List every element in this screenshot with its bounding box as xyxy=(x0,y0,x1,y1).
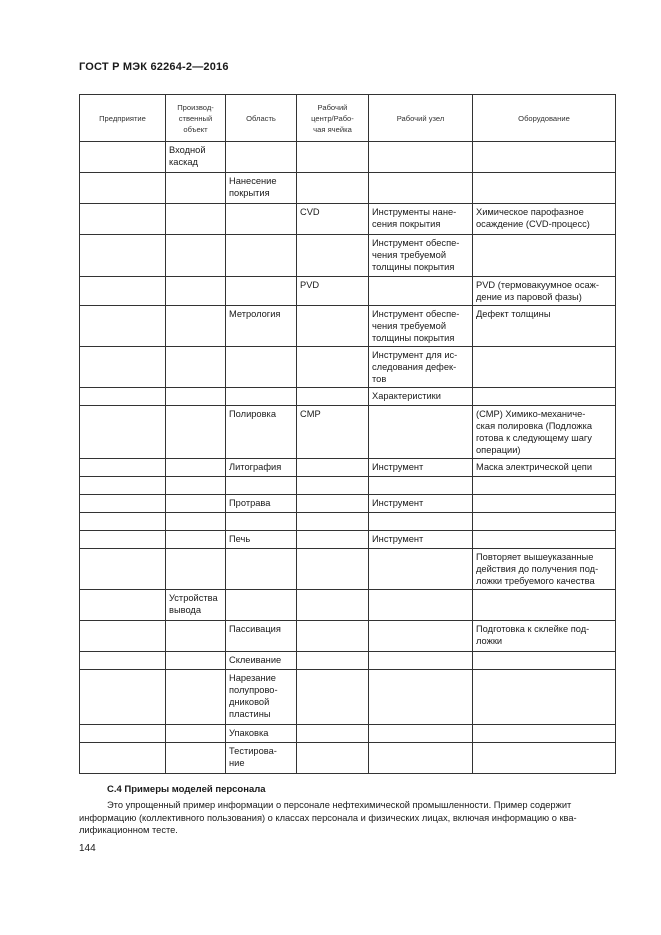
table-cell-text: Литография xyxy=(229,462,282,472)
table-cell-text: Инструмент обеспе- чения требуемой толщины покрытия xyxy=(372,238,460,272)
table-row xyxy=(80,495,616,513)
table-cell xyxy=(369,142,473,173)
table-cell-text: Нарезание полупрово- дниковой пластины xyxy=(229,673,278,719)
table-cell xyxy=(80,513,166,531)
table-cell xyxy=(473,549,616,590)
table-cell xyxy=(473,173,616,204)
table-cell xyxy=(297,459,369,477)
table-cell-text: Устройства вывода xyxy=(169,593,218,615)
table-cell-text: Дефект толщины xyxy=(476,309,551,319)
equipment-hierarchy-table xyxy=(79,94,616,774)
table-cell-text: (CMP) Химико-механиче- ская полировка (Подложка готова к следующему шагу операции) xyxy=(476,409,593,455)
section-paragraph: Это упрощенный пример информации о персонале нефтехимической промышленности. Пример содержит информацию (коллективного пользования) о классах персонала и физических лицах, включая информацию о ква- лификационном тесте. xyxy=(79,800,577,835)
column-header-label: Оборудование xyxy=(518,113,570,123)
table-cell xyxy=(369,347,473,388)
page-number: 144 xyxy=(79,843,96,854)
table-row xyxy=(80,513,616,531)
table-cell-text: Подготовка к склейке под- ложки xyxy=(476,624,590,646)
table-cell-text: Нанесение покрытия xyxy=(229,176,277,198)
table-cell xyxy=(226,406,297,459)
table-cell xyxy=(80,670,166,725)
table-cell xyxy=(166,347,226,388)
table-cell xyxy=(297,477,369,495)
table-cell-text: Пассивация xyxy=(229,624,281,634)
table-cell xyxy=(80,459,166,477)
table-cell-text: Входной каскад xyxy=(169,145,206,167)
section-title: С.4 Примеры моделей персонала xyxy=(107,784,266,795)
table-cell xyxy=(369,531,473,549)
table-cell xyxy=(297,549,369,590)
table-cell-text: CMP xyxy=(300,409,321,419)
column-header xyxy=(166,95,226,142)
table-cell xyxy=(226,743,297,774)
table-cell xyxy=(369,388,473,406)
table-cell xyxy=(166,235,226,277)
table-cell xyxy=(80,142,166,173)
table-cell xyxy=(166,549,226,590)
table-cell xyxy=(473,513,616,531)
table-cell xyxy=(166,531,226,549)
table-cell xyxy=(166,670,226,725)
table-cell xyxy=(369,513,473,531)
table-row xyxy=(80,388,616,406)
table-cell xyxy=(166,621,226,652)
table-cell xyxy=(166,459,226,477)
table-cell xyxy=(226,670,297,725)
table-cell xyxy=(80,388,166,406)
table-row xyxy=(80,477,616,495)
table-row xyxy=(80,142,616,173)
table-cell xyxy=(473,347,616,388)
table-cell xyxy=(80,477,166,495)
table-cell-text: Химическое парофазное осаждение (CVD-процесс) xyxy=(476,207,590,229)
column-header-label: Область xyxy=(246,113,276,123)
table-row xyxy=(80,306,616,347)
table-cell xyxy=(369,725,473,743)
table-cell xyxy=(166,388,226,406)
table-cell xyxy=(226,495,297,513)
table-cell-text: PVD (термовакуумное осаж- дение из паровой фазы) xyxy=(476,280,599,302)
table-cell-text: Печь xyxy=(229,534,251,544)
table-row xyxy=(80,590,616,621)
table-cell xyxy=(80,652,166,670)
table-cell xyxy=(80,347,166,388)
table-cell xyxy=(226,173,297,204)
table-cell xyxy=(297,347,369,388)
table-row xyxy=(80,173,616,204)
table-cell xyxy=(473,590,616,621)
table-cell xyxy=(297,235,369,277)
table-cell xyxy=(297,142,369,173)
table-row xyxy=(80,652,616,670)
table-cell xyxy=(297,670,369,725)
table-cell-text: Метрология xyxy=(229,309,281,319)
table-cell xyxy=(80,173,166,204)
column-header-label: Производ- ственный объект xyxy=(177,102,214,134)
table-cell xyxy=(369,590,473,621)
table-cell xyxy=(80,590,166,621)
table-cell xyxy=(226,459,297,477)
table-cell xyxy=(369,495,473,513)
table-cell xyxy=(226,652,297,670)
table-cell xyxy=(297,531,369,549)
table-cell xyxy=(297,173,369,204)
table-cell xyxy=(166,513,226,531)
table-row xyxy=(80,347,616,388)
column-header xyxy=(369,95,473,142)
table-cell xyxy=(297,495,369,513)
table-cell-text: Характеристики xyxy=(372,391,441,401)
table-cell xyxy=(297,513,369,531)
table-cell xyxy=(473,621,616,652)
table-row xyxy=(80,459,616,477)
table-cell-text: Тестирова- ние xyxy=(229,746,277,768)
table-cell xyxy=(369,549,473,590)
table-cell xyxy=(166,495,226,513)
table-cell xyxy=(226,204,297,235)
table-cell-text: Склеивание xyxy=(229,655,282,665)
table-cell-text: PVD xyxy=(300,280,320,290)
table-cell-text: Инструмент xyxy=(372,534,424,544)
table-cell xyxy=(297,406,369,459)
table-cell-text: Маска электрической цепи xyxy=(476,462,593,472)
table-cell xyxy=(226,388,297,406)
table-cell xyxy=(297,652,369,670)
table-cell xyxy=(80,743,166,774)
table-header-row xyxy=(80,95,616,142)
table-cell xyxy=(369,621,473,652)
table-cell xyxy=(369,277,473,306)
table-cell xyxy=(166,743,226,774)
table-cell xyxy=(473,277,616,306)
table-cell xyxy=(226,725,297,743)
table-cell-text: Упаковка xyxy=(229,728,269,738)
column-header xyxy=(80,95,166,142)
table-cell xyxy=(473,459,616,477)
table-cell xyxy=(166,477,226,495)
table-cell xyxy=(226,590,297,621)
table-cell xyxy=(226,277,297,306)
table-cell-text: Инструмент обеспе- чения требуемой толщины покрытия xyxy=(372,309,460,343)
table-cell xyxy=(473,388,616,406)
table-cell xyxy=(226,549,297,590)
column-header xyxy=(473,95,616,142)
table-cell xyxy=(369,743,473,774)
table-cell xyxy=(369,173,473,204)
table-cell xyxy=(166,590,226,621)
table-body xyxy=(80,142,616,774)
table-cell xyxy=(226,513,297,531)
table-cell xyxy=(473,477,616,495)
table-cell xyxy=(369,670,473,725)
table-cell xyxy=(369,406,473,459)
table-cell xyxy=(80,621,166,652)
table-cell xyxy=(166,204,226,235)
table-cell-text: Полировка xyxy=(229,409,276,419)
table-cell-text: CVD xyxy=(300,207,320,217)
table-cell xyxy=(80,725,166,743)
table-cell xyxy=(297,204,369,235)
table-cell-text: Инструмент xyxy=(372,462,424,472)
table-cell xyxy=(166,725,226,743)
table-cell xyxy=(369,235,473,277)
column-header xyxy=(226,95,297,142)
table-cell xyxy=(166,652,226,670)
table-cell xyxy=(473,495,616,513)
table-cell xyxy=(473,235,616,277)
table-cell xyxy=(369,306,473,347)
table-cell xyxy=(80,406,166,459)
table-cell xyxy=(473,725,616,743)
table-cell xyxy=(226,531,297,549)
table-cell xyxy=(473,743,616,774)
table-row xyxy=(80,743,616,774)
table-cell xyxy=(80,531,166,549)
table-row xyxy=(80,531,616,549)
column-header xyxy=(297,95,369,142)
table-cell xyxy=(166,406,226,459)
table-cell xyxy=(473,306,616,347)
table-cell xyxy=(297,277,369,306)
table-cell xyxy=(473,652,616,670)
table-cell xyxy=(226,347,297,388)
table-cell xyxy=(226,621,297,652)
table-cell xyxy=(166,173,226,204)
table-cell xyxy=(80,204,166,235)
table-row xyxy=(80,204,616,235)
table-cell-text: Инструмент для ис- следования дефек- тов xyxy=(372,350,458,384)
table-cell xyxy=(166,306,226,347)
table-cell xyxy=(226,235,297,277)
table-cell xyxy=(369,477,473,495)
table-cell xyxy=(297,621,369,652)
column-header-label: Рабочий узел xyxy=(396,113,445,123)
table-row xyxy=(80,621,616,652)
table-cell-text: Протрава xyxy=(229,498,271,508)
table-cell xyxy=(80,235,166,277)
table-cell xyxy=(297,306,369,347)
table-cell-text: Инструменты нане- сения покрытия xyxy=(372,207,457,229)
table-cell xyxy=(369,652,473,670)
table-cell xyxy=(226,306,297,347)
table-cell xyxy=(473,531,616,549)
table-row xyxy=(80,406,616,459)
column-header-label: Предприятие xyxy=(99,113,146,123)
table-row xyxy=(80,725,616,743)
table-row xyxy=(80,235,616,277)
table-row xyxy=(80,670,616,725)
table-cell xyxy=(80,306,166,347)
table-cell xyxy=(80,495,166,513)
table-cell xyxy=(473,670,616,725)
table-cell xyxy=(297,388,369,406)
table-cell xyxy=(473,406,616,459)
table-cell-text: Инструмент xyxy=(372,498,424,508)
table-cell xyxy=(80,549,166,590)
table-cell xyxy=(80,277,166,306)
table-cell xyxy=(297,743,369,774)
table-cell xyxy=(473,142,616,173)
table-cell xyxy=(226,142,297,173)
table-row xyxy=(80,549,616,590)
document-header: ГОСТ Р МЭК 62264-2—2016 xyxy=(79,61,229,73)
table-row xyxy=(80,277,616,306)
table-cell-text: Повторяет вышеуказанные действия до получения под- ложки требуемого качества xyxy=(476,552,599,586)
table-cell xyxy=(369,204,473,235)
table-cell xyxy=(473,204,616,235)
table-cell xyxy=(226,477,297,495)
table-cell xyxy=(166,277,226,306)
table-cell xyxy=(369,459,473,477)
table-cell xyxy=(297,590,369,621)
column-header-label: Рабочий центр/Рабо- чая ячейка xyxy=(311,102,354,134)
table-cell xyxy=(166,142,226,173)
table-cell xyxy=(297,725,369,743)
